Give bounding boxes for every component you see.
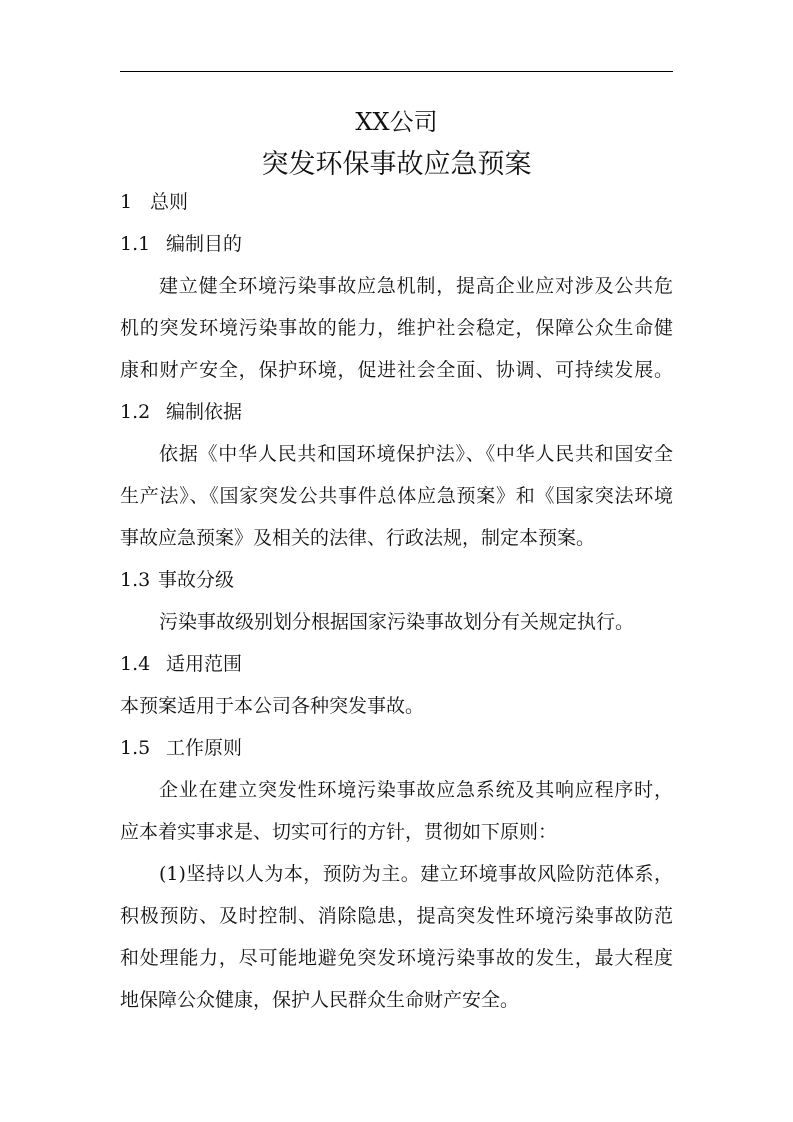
section-number: 1.5 <box>120 737 151 759</box>
paragraph-line: 积极预防、及时控制、消除隐患，提高突发性环境污染事故防范 <box>120 905 673 927</box>
section-1-4-heading <box>120 652 673 676</box>
section-number: 1.2 <box>120 401 151 423</box>
paragraph-line: 地保障公众健康，保护人民群众生命财产安全。 <box>120 989 520 1011</box>
section-number: 1 <box>120 191 133 213</box>
section-1-5-heading <box>120 736 673 760</box>
section-number: 1.1 <box>120 233 151 255</box>
paragraph-line: 本预案适用于本公司各种突发事故。 <box>120 695 425 717</box>
paragraph-line: 污染事故级别划分根据国家污染事故划分有关规定执行。 <box>159 611 635 633</box>
section-title: 总则 <box>150 191 189 213</box>
section-title: 工作原则 <box>166 737 243 759</box>
paragraph-line: 企业在建立突发性环境污染事故应急系统及其响应程序时， <box>159 779 673 801</box>
paragraph-line: 事故应急预案》及相关的法律、行政法规，制定本预案。 <box>120 527 596 549</box>
paragraph-line: 康和财产安全，保护环境，促进社会全面、协调、可持续发展。 <box>120 359 673 381</box>
section-1-heading <box>120 190 673 214</box>
section-title: 事故分级 <box>158 569 235 591</box>
paragraph-line: (1)坚持以人为本，预防为主。建立环境事故风险防范体系， <box>159 863 673 885</box>
company-name: XX公司 <box>355 108 438 136</box>
header-rule <box>120 71 673 72</box>
section-title: 适用范围 <box>166 653 243 675</box>
section-1-3-heading <box>120 568 673 592</box>
paragraph-line: 和处理能力，尽可能地避免突发环境污染事故的发生，最大程度 <box>120 947 673 969</box>
section-1-1-heading <box>120 232 673 256</box>
section-number: 1.3 <box>120 569 151 591</box>
section-1-2-heading <box>120 400 673 424</box>
section-title: 编制依据 <box>166 401 243 423</box>
section-number: 1.4 <box>120 653 151 675</box>
paragraph-line: 建立健全环境污染事故应急机制，提高企业应对涉及公共危 <box>159 275 673 297</box>
paragraph-line: 应本着实事求是、切实可行的方针，贯彻如下原则： <box>120 821 558 843</box>
paragraph-line: 机的突发环境污染事故的能力，维护社会稳定，保障公众生命健 <box>120 317 673 339</box>
paragraph-line: 依据《中华人民共和国环境保护法》、《中华人民共和国安全 <box>159 443 673 465</box>
section-title: 编制目的 <box>166 233 243 255</box>
document-title: 突发环保事故应急预案 <box>261 149 532 180</box>
paragraph-line: 生产法》、《国家突发公共事件总体应急预案》和《国家突法环境 <box>120 485 673 507</box>
